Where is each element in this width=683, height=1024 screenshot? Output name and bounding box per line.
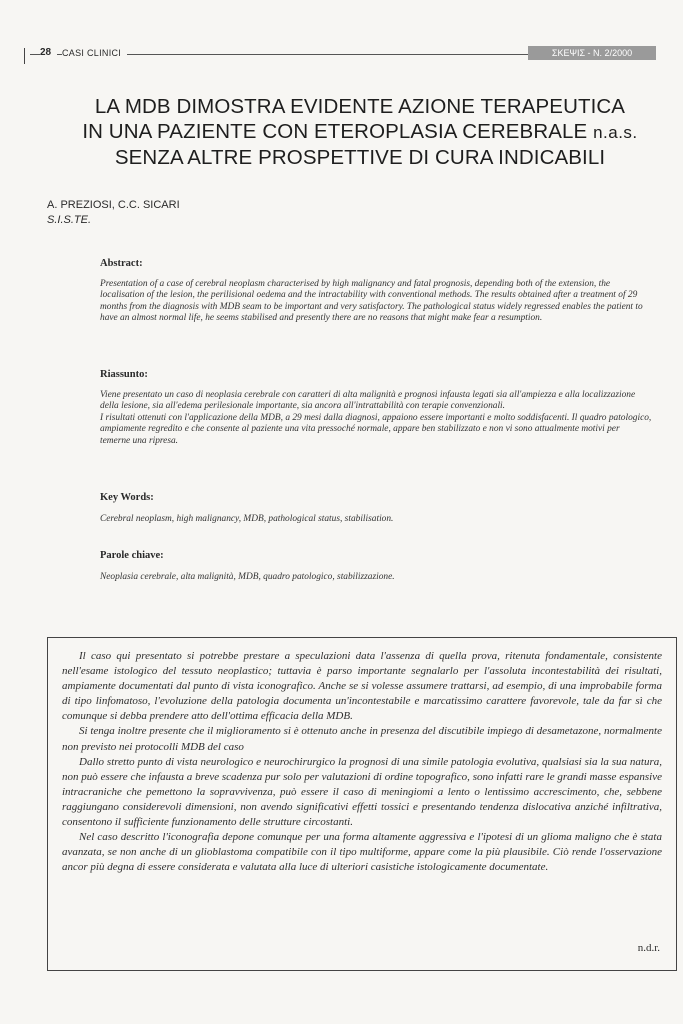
abstract-text xyxy=(100,279,652,325)
abstract-paragraph: Presentation of a case of cerebral neoplasm characterised by high malignancy and fatal prognosis, depending both of the extension, the localisation of the lesion, the perilisional oedema and the intractability with conventional methods. The results obtained after a treatment of 29 months from the diagnosis with MDB seam to be important and very satisfactory. The pathological status widely regressed enables the patient to have an almost normal life, he seems stabilised and presently there are no reasons that might make fear a resumption. xyxy=(100,279,643,324)
title-line-3: SENZA ALTRE PROSPETTIVE DI CURA INDICABILI xyxy=(114,146,606,169)
article-title xyxy=(40,94,680,170)
page-number: 28 xyxy=(40,47,57,58)
riassunto-heading: Riassunto: xyxy=(100,369,148,380)
riassunto-paragraph-1: Viene presentato un caso di neoplasia cerebrale con caratteri di alta malignità e prognosi infausta legati sia all'ampiezza e alla localizzazione della lesione, sia all'edema perilesionale importante, sia ancora all'intrattabilità con terapie convenzionali. xyxy=(100,390,636,412)
editor-note-box xyxy=(47,637,677,971)
author-names: A. PREZIOSI, C.C. SICARI xyxy=(47,199,180,211)
title-line-2 xyxy=(40,119,680,145)
editor-note-paragraph-2: Si tenga inoltre presente che il miglioramento si è ottenuto anche in presenza del discutibile impiego di desametazone, normalmente non previsto nei protocolli MDB del caso xyxy=(62,725,662,753)
riassunto-paragraph-2: I risultati ottenuti con l'applicazione della MDB, a 29 mesi dalla diagnosi, appaiono essere importanti e molto soddisfacenti. Il quadro patologico, ampiamente regredito e che consente al paziente una vita pressoché normale, appare ben stabilizzato e non vi sono attualmente motivi per temerne una ripresa. xyxy=(100,412,652,446)
editor-note-signature: n.d.r. xyxy=(637,941,660,954)
parole-chiave-paragraph: Neoplasia cerebrale, alta malignità, MDB, quadro patologico, stabilizzazione. xyxy=(100,572,395,582)
parole-chiave-heading: Parole chiave: xyxy=(100,550,164,561)
journal-issue-badge: ΣΚΕΨΙΣ - N. 2/2000 xyxy=(528,46,656,60)
authors-block xyxy=(47,198,180,228)
editor-note-paragraph-3: Dallo stretto punto di vista neurologico e neurochirurgico la prognosi di una simile patologia evolutiva, qualsiasi sia la sua natura, non può essere che infausta a breve scadenza pur solo per valutazioni di ordine topografico, sono infatti rare le grandi masse espansive intracraniche che pemettono la sopravvivenza, può essere il caso di meningiomi a lento o lentissimo accrescimento, che, sebbene raggiungano considerevoli dimensioni, non avendo significativi effetti tossici e presentando tendenza dislocativa anziché infiltrativa, consentono il sufficiente funzionamento delle strutture circostanti. xyxy=(62,755,662,829)
parole-chiave-text xyxy=(100,572,652,583)
title-line-1: LA MDB DIMOSTRA EVIDENTE AZIONE TERAPEUTICA xyxy=(94,95,626,118)
author-affiliation: S.I.S.TE. xyxy=(47,214,92,226)
key-words-paragraph: Cerebral neoplasm, high malignancy, MDB, pathological status, stabilisation. xyxy=(100,514,394,524)
page-header xyxy=(0,44,683,68)
riassunto-text xyxy=(100,390,652,447)
editor-note-paragraph-4: Nel caso descritto l'iconografia depone comunque per una forma altamente aggressiva e l'ipotesi di un glioma maligno che è stata avanzata, se non anche di un glioblastoma compatibile con il tipo multiforme, appare come la più plausibile. Ciò rende l'osservazione ancor più degna di essere considerata e valutata alla luce di ulteriori casistiche istologicamente documentate. xyxy=(62,831,662,874)
section-label: CASI CLINICI xyxy=(62,48,127,58)
abstract-heading: Abstract: xyxy=(100,258,143,269)
title-line-2-main: IN UNA PAZIENTE CON ETEROPLASIA CEREBRALE xyxy=(82,120,588,143)
key-words-text xyxy=(100,514,652,525)
key-words-heading: Key Words: xyxy=(100,492,154,503)
editor-note-paragraph-1: Il caso qui presentato si potrebbe prestare a speculazioni data l'assenza di quella prova, ritenuta fondamentale, consistente nell'esame istologico del tessuto neoplastico; tuttavia è parso importante segnalarlo per l'assoluta incontestabilità dei risultati, ampiamente documentati dal punto di vista iconografico. Anche se si volesse assumere trattarsi, ad esempio, di una improbabile forma di tipo linfomatoso, l'evoluzione della patologia documenta un'incontestabile e marcatissimo carattere favorevole, tale da far sì che comunque si debba prendere atto dell'ottima efficacia della MDB. xyxy=(62,650,662,723)
title-line-2-suffix: n.a.s. xyxy=(593,123,638,142)
header-tick xyxy=(24,48,25,64)
